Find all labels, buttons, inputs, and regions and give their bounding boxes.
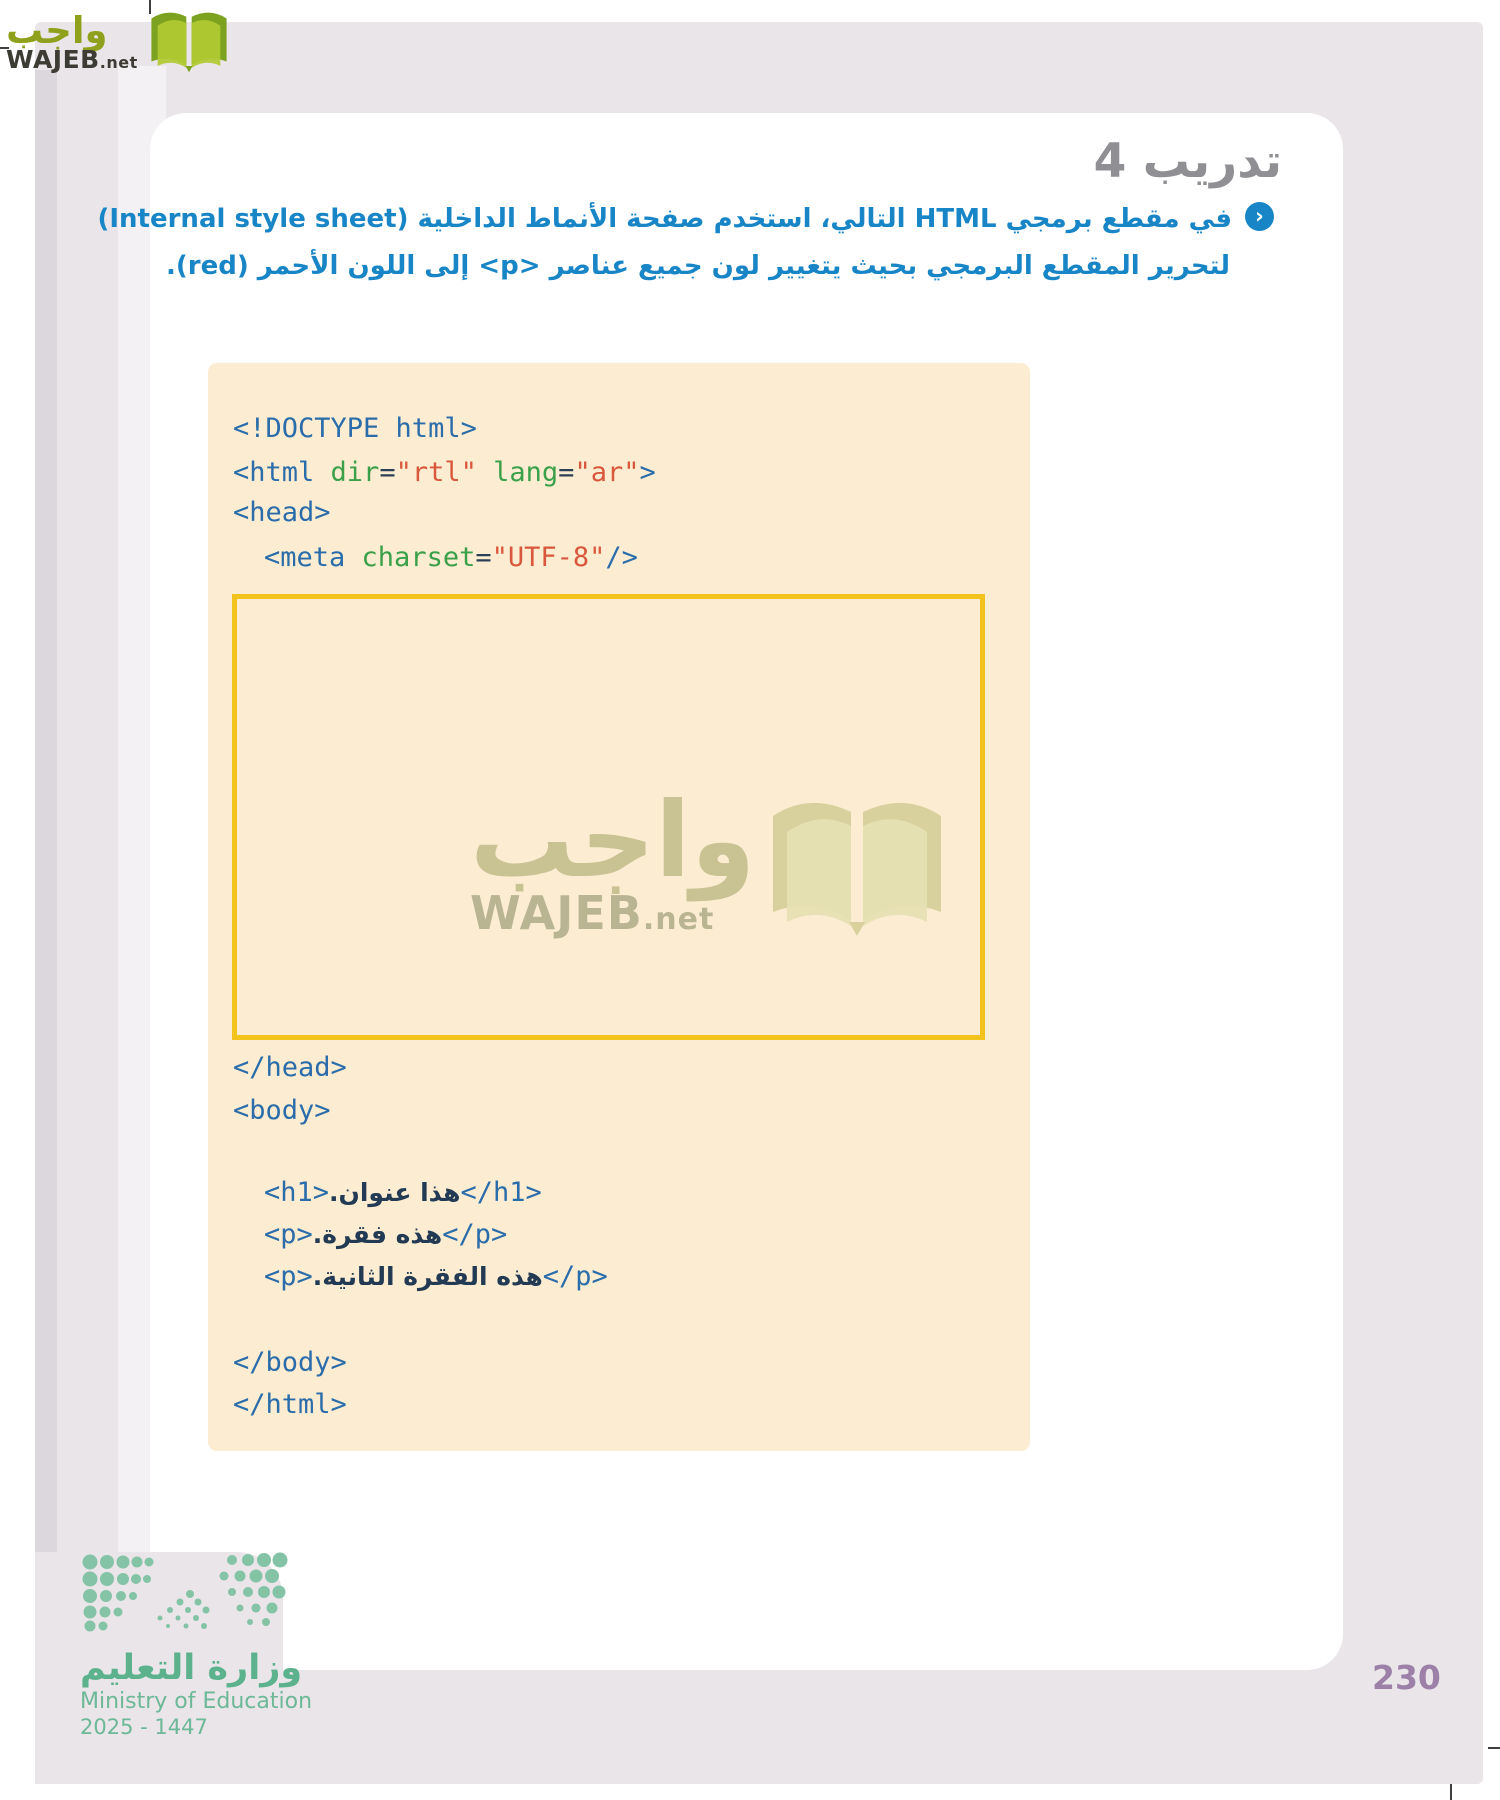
open-book-icon [138, 6, 234, 78]
ministry-name-arabic: وزارة التعليم [80, 1648, 303, 1688]
wajeb-logo-arabic: واجب [6, 9, 108, 52]
wajeb-logo-text [6, 9, 138, 75]
watermark-text [470, 779, 756, 945]
code-line-h1: <h1>هذا عنوان.</h1> [264, 1177, 542, 1208]
chevron-bullet-icon: ‹ [1245, 202, 1274, 231]
code-line-body-close: </body> [233, 1347, 347, 1378]
code-line-head-open: <head> [233, 497, 331, 528]
left-margin-strip [35, 70, 57, 1784]
code-line-p2: <p>هذه الفقرة الثانية.</p> [264, 1261, 608, 1292]
wajeb-logo-latin: WAJEB.net [6, 45, 138, 74]
code-line-html-close: </html> [233, 1389, 347, 1420]
exercise-instruction [97, 196, 1274, 290]
ministry-name-english: Ministry of Education [80, 1689, 313, 1714]
code-line-body-open: <body> [233, 1095, 331, 1126]
code-line-html-open: <html dir="rtl" lang="ar"> [233, 457, 656, 488]
code-line-head-close: </head> [233, 1052, 347, 1083]
ministry-logo-dots [80, 1629, 290, 1648]
watermark-arabic: واجب [470, 779, 756, 901]
ministry-years: 2025 - 1447 [80, 1715, 208, 1739]
instruction-line-1: ‹في مقطع برمجي HTML التالي، استخدم صفحة الأنماط الداخلية (Internal style sheet) [134, 196, 1274, 243]
code-line-meta: <meta charset="UTF-8"/> [264, 542, 638, 573]
code-line-doctype: <!DOCTYPE html> [233, 413, 477, 444]
ministry-logo [80, 1552, 340, 1739]
exercise-title: تدريب 4 [1093, 134, 1282, 189]
wajeb-watermark [470, 779, 957, 945]
page-number: 230 [1372, 1658, 1441, 1697]
code-line-p1: <p>هذه فقرة.</p> [264, 1219, 508, 1250]
watermark-latin: WAJEB.net [470, 886, 715, 940]
wajeb-logo [6, 6, 234, 78]
instruction-line-2: لتحرير المقطع البرمجي بحيث يتغيير لون جميع عناصر <p> إلى اللون الأحمر (red). [166, 251, 1230, 281]
open-book-watermark-icon [755, 792, 957, 944]
crop-mark [1488, 1747, 1500, 1749]
